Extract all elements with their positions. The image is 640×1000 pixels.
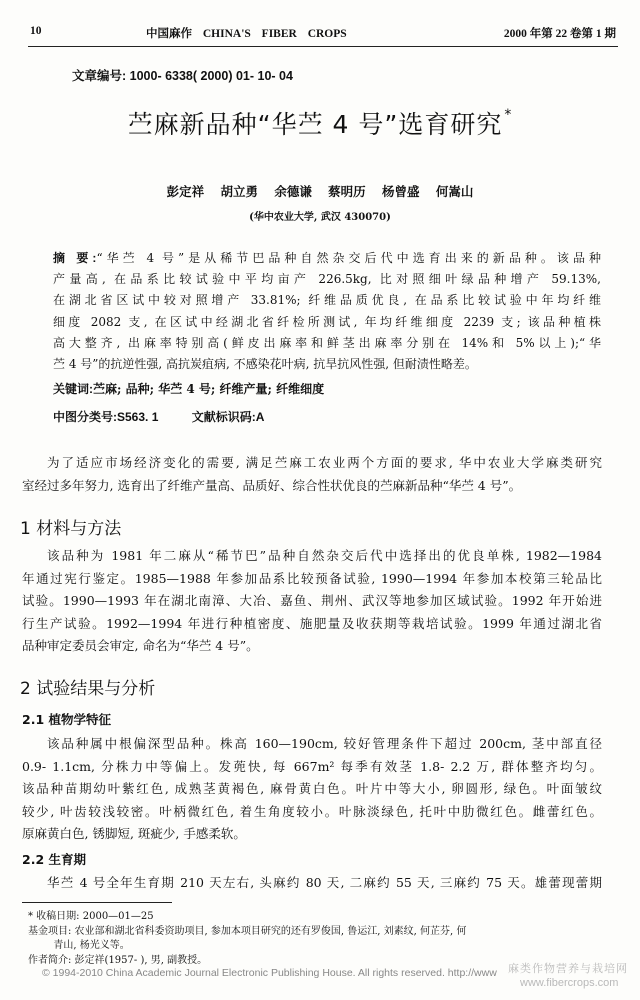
footnote-funding: 基金项目: 农业部和湖北省科委资助项目, 参加本项目研究的还有罗俊国, 鲁运江, 刘素纹, 何芷芬, 何 (28, 925, 467, 937)
article-number: 文章编号: 1000- 6338( 2000) 01- 10- 04 (72, 69, 293, 83)
abstract-line: 在湖北省区试中较对照增产 33.81%; 纤维品质优良, 在品系比较试验中年均纤维 (53, 293, 601, 308)
watermark-site-name: 麻类作物营养与栽培网 (508, 963, 628, 975)
subsection2-paragraph: 华苎 4 号全年生育期 210 天左右, 头麻约 80 天, 二麻约 55 天, 三麻约 75 天。雄蕾现蕾期 (47, 875, 602, 890)
affiliation: (华中农业大学, 武汉 430070) (249, 212, 391, 223)
subsection-heading: 2.1 植物学特征 (22, 712, 111, 727)
subsection-heading: 2.2 生育期 (22, 852, 86, 867)
footnote-funding-cont: 青山, 杨光义等。 (28, 940, 130, 951)
footnote-received: * 收稿日期: 2000—01—25 (28, 911, 154, 922)
copyright-notice: © 1994-2010 China Academic Journal Electronic Publishing House. All rights reserved. http://www (42, 967, 497, 979)
abstract-line: 高大整齐, 出麻率特别高(鲜皮出麻率和鲜茎出麻率分别在 14%和 5%以上);“华 (53, 335, 601, 350)
abstract-label: 摘 要: (53, 251, 97, 265)
section-heading: 1 材料与方法 (20, 519, 122, 539)
keywords-text: 苎麻; 品种; 华苎 4 号; 纤维产量; 纤维细度 (93, 382, 325, 396)
header-rule (28, 46, 618, 47)
intro-paragraph: 为了适应市场经济变化的需要, 满足苎麻工农业两个方面的要求, 华中农业大学麻类研究 室经过多年努力, 选育出了纤维产量高、品质好、综合性状优良的苎麻新品种“华苎 4 号”。 (22, 455, 602, 493)
journal-name: 中国麻作 CHINA'S FIBER CROPS (146, 28, 347, 40)
abstract-line: 产量高, 在品系比较试验中平均亩产 226.5kg, 比对照细叶绿品种增产 59.13%, (53, 272, 601, 287)
issue-info: 2000 年第 22 卷第 1 期 (503, 28, 616, 40)
abstract-line: 细度 2082 支, 在区试中经湖北省纤检所测试, 年均纤维细度 2239 支; 该品种植株 (53, 314, 601, 329)
keywords (53, 380, 324, 397)
clc-label: 中图分类号: (53, 410, 117, 424)
title-text: 苎麻新品种“华苎 4 号”选育研究 (127, 110, 503, 139)
author-list: 彭定祥 胡立勇 余德谦 蔡明历 杨曾盛 何嵩山 (166, 184, 474, 199)
keywords-label: 关键词: (53, 382, 93, 396)
article-title (0, 105, 640, 141)
abstract-line: 摘 要:“华苎 4 号”是从稀节巴品种自然杂交后代中选育出来的新品种。该品种 (53, 251, 601, 265)
section1-paragraph: 该品种为 1981 年二麻从“稀节巴”品种自然杂交后代中选择出的优良单株, 1982—1984 年通过宪行鉴定。1985—1988 年参加品系比较预备试验, 1990—1994 年参加本校第三轮品比 试验。1990—1993 年在湖北南漳、大冶、嘉鱼、荆州、武汉等地参加区域试验。1992 年开始进 行生产试验。1992—1994 年进行种植密度、施肥量及收获期等栽培试验。1999 年通过湖北省 品种审定委员会审定, 命名为“华苎 4 号”。 (22, 548, 602, 653)
watermark-url: www.fibercrops.com (520, 977, 619, 989)
title-footnote-mark: * (504, 107, 513, 123)
clc-code: S563. 1 (117, 410, 159, 424)
abstract-line: 苎 4 号”的抗逆性强, 高抗炭疽病, 不感染花叶病, 抗旱抗风性强, 但耐渍性略差。 (53, 357, 477, 372)
doc-code-label: 文献标识码: (191, 410, 256, 424)
classification (53, 408, 264, 425)
abstract (53, 248, 601, 375)
footnote-rule (22, 902, 172, 903)
footnote-author: 作者简介: 彭定祥(1957- ), 男, 副教授。 (28, 954, 208, 966)
page-number: 10 (30, 25, 42, 37)
doc-code: A (255, 410, 265, 424)
section-heading: 2 试验结果与分析 (20, 679, 156, 699)
subsection1-paragraph: 该品种属中根偏深型品种。株高 160—190cm, 较好管理条件下超过 200cm, 茎中部直径 0.9- 1.1cm, 分株力中等偏上。发蔸快, 每 667m² 每季有效茎 1.8- 2.2 万, 群体整齐均匀。 该品种苗期幼叶紫红色, 成熟茎黄褐色, 麻骨黄白色。叶片中等大小, 卵圆形, 绿色。叶面皱纹 较少, 叶齿较浅较密。叶柄微红色, 着生角度较小。叶脉淡绿色, 托叶中肋微红色。雌蕾红色。 原麻黄白色, 锈脚短, 斑疵少, 手感柔软。 (22, 736, 602, 841)
